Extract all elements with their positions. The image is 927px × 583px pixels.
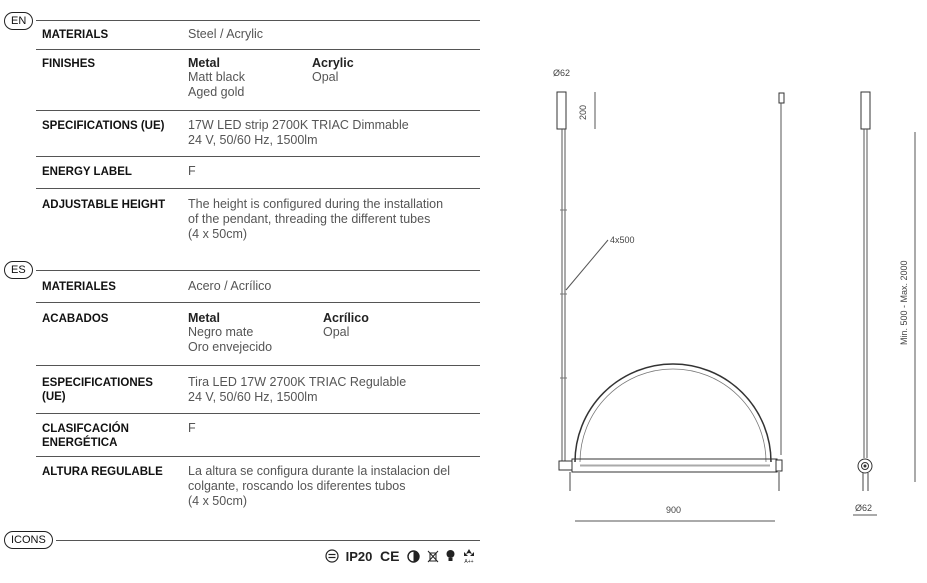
es-materiales-label: MATERIALES	[42, 281, 116, 293]
en-finishes-metal	[188, 56, 245, 99]
canopy-right	[779, 93, 784, 103]
es-clasificacion-value: F	[188, 421, 196, 435]
es-spec-line: 24 V, 50/60 Hz, 1500lm	[188, 390, 318, 404]
energy-class-icon	[463, 548, 475, 564]
es-acabados-acrilico-item: Opal	[323, 325, 350, 339]
en-materials-label: MATERIALS	[42, 29, 109, 41]
es-altura-regulable-label: ALTURA REGULABLE	[42, 466, 163, 478]
es-spec-label-line: ESPECIFICATIONES	[42, 377, 153, 389]
arc-diffuser	[575, 364, 771, 462]
es-spec-line: Tira LED 17W 2700K TRIAC Regulable	[188, 375, 407, 389]
row-divider	[36, 302, 480, 303]
es-height-line: (4 x 50cm)	[188, 494, 248, 508]
section-rule-en	[36, 20, 480, 21]
es-especificaciones-label	[42, 376, 153, 404]
section-tag-en: EN	[4, 12, 33, 30]
dim-canopy-height: 200	[578, 104, 588, 120]
en-finishes-metal-head: Metal	[188, 56, 220, 70]
es-acabados-label: ACABADOS	[42, 313, 109, 325]
en-height-line: (4 x 50cm)	[188, 227, 248, 241]
es-class-label-line: CLASIFCACIÓN	[42, 423, 129, 435]
section-tag-es: ES	[4, 261, 33, 279]
dim-side-diameter: Ø62	[855, 503, 873, 513]
en-materials-value: Steel / Acrylic	[188, 27, 264, 41]
ip-rating-badge: IP20	[345, 549, 373, 564]
en-finishes-acrylic-head: Acrylic	[312, 56, 354, 70]
canopy-left	[557, 92, 566, 129]
side-view-bar-end	[858, 459, 872, 473]
dim-canopy-diameter: Ø62	[553, 68, 571, 78]
es-class-label-line: ENERGÉTICA	[42, 437, 118, 449]
en-finishes-label: FINISHES	[42, 58, 96, 70]
class-ii-insulation-icon	[325, 549, 339, 563]
en-height-line: The height is configured during the installation	[188, 197, 444, 211]
dim-height-range: Min. 500 - Max. 2000	[899, 260, 909, 345]
certification-icons	[325, 548, 475, 564]
en-specifications-label: SPECIFICATIONS (UE)	[42, 120, 165, 132]
es-height-line: La altura se configura durante la instalacion del	[188, 464, 450, 478]
row-divider	[36, 456, 480, 457]
led-bulb-icon	[445, 549, 456, 563]
es-materiales-value: Acero / Acrílico	[188, 279, 272, 293]
en-specifications-value	[188, 118, 409, 148]
row-divider	[36, 188, 480, 189]
row-divider	[36, 365, 480, 366]
es-height-line: colgante, roscando los diferentes tubos	[188, 479, 406, 493]
es-spec-label-line: (UE)	[42, 391, 66, 403]
es-acabados-metal-head: Metal	[188, 311, 220, 325]
en-finishes-acrylic	[312, 56, 354, 84]
es-acabados-acrilico-head: Acrílico	[323, 311, 369, 325]
section-rule-icons	[56, 540, 480, 541]
section-rule-es	[36, 270, 480, 271]
es-acabados-metal-item: Oro envejecido	[188, 340, 273, 354]
en-energy-label-value: F	[188, 164, 196, 178]
en-finishes-acrylic-item: Opal	[312, 70, 339, 84]
en-finishes-metal-item: Matt black	[188, 70, 245, 84]
es-especificaciones-value	[188, 375, 406, 405]
en-spec-line: 17W LED strip 2700K TRIAC Dimmable	[188, 118, 409, 132]
en-height-line: of the pendant, threading the different tubes	[188, 212, 431, 226]
canopy-side	[861, 92, 870, 129]
en-energy-label-label: ENERGY LABEL	[42, 166, 132, 178]
en-spec-line: 24 V, 50/60 Hz, 1500lm	[188, 133, 318, 147]
led-bar	[572, 459, 777, 472]
ce-mark: CE	[380, 548, 400, 564]
es-acabados-metal	[188, 311, 272, 354]
en-finishes-metal-item: Aged gold	[188, 85, 245, 99]
dim-tubes: 4x500	[610, 235, 635, 245]
es-altura-regulable-value	[188, 464, 450, 509]
dim-width: 900	[666, 505, 682, 515]
energy-class-text: A++	[464, 559, 474, 564]
es-acabados-acrilico	[323, 311, 369, 339]
dimmable-icon	[407, 550, 420, 563]
row-divider	[36, 110, 480, 111]
es-acabados-metal-item: Negro mate	[188, 325, 254, 339]
weee-bin-icon	[427, 550, 439, 563]
row-divider	[36, 413, 480, 414]
section-tag-icons: ICONS	[4, 531, 53, 549]
es-clasificacion-label	[42, 422, 129, 450]
row-divider	[36, 49, 480, 50]
row-divider	[36, 156, 480, 157]
en-adjustable-height-value	[188, 197, 443, 242]
en-adjustable-height-label: ADJUSTABLE HEIGHT	[42, 199, 166, 211]
